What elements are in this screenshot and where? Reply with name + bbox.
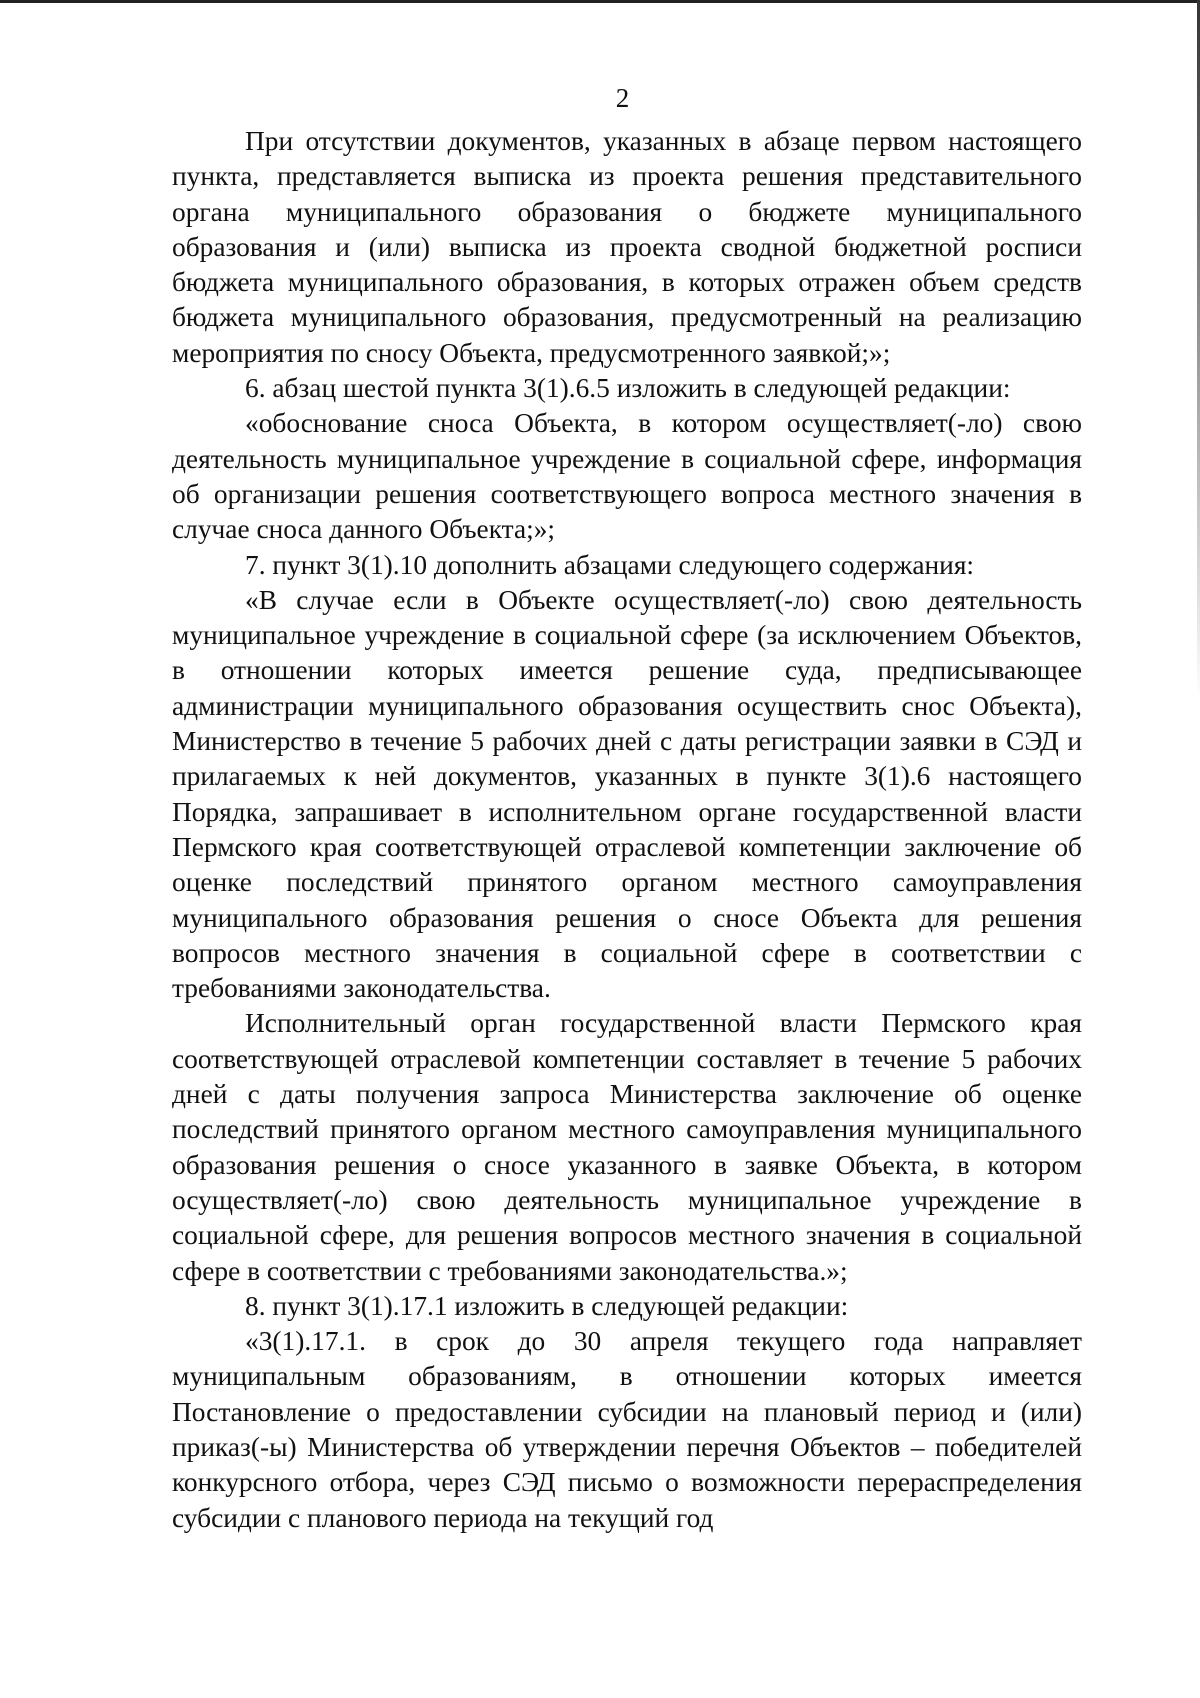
- document-body: [172, 124, 1082, 1536]
- paragraph-item-7: 7. пункт 3(1).10 дополнить абзацами следующего содержания:: [245, 549, 975, 580]
- paragraph-item-3-1-17-1: «3(1).17.1. в срок до 30 апреля текущего года направляет муниципальным образованиям, в отношении которых имеется Постановление о предоставлении субсидии на плановый период и (или) приказ(-ы) Министерства об утверждении перечня Объектов – победителей конкурсного отбора, через СЭД письмо о возможности перераспределения субсидии с планового периода на текущий год: [172, 1326, 1082, 1533]
- page-number: 2: [615, 83, 630, 113]
- paragraph-social-institution-case: «В случае если в Объекте осуществляет(-ло) свою деятельность муниципальное учреждение в социальной сфере (за исключением Объектов, в отношении которых имеется решение суда, предписывающее администрации муниципального образования осуществить снос Объекта), Министерство в течение 5 рабочих дней с даты регистрации заявки в СЭД и прилагаемых к ней документов, указанных в пункте 3(1).6 настоящего Порядка, запрашивает в исполнительном органе государственной власти Пермского края соответствующей отраслевой компетенции заключение об оценке последствий принятого органом местного самоуправления муниципального образования решения о сносе Объекта для решения вопросов местного значения в социальной сфере в соответствии с требованиями законодательства.: [172, 584, 1082, 1004]
- paragraph-justification: «обоснование сноса Объекта, в котором осуществляет(-ло) свою деятельность муниципальное учреждение в социальной сфере, информация об организации решения соответствующего вопроса местного значения в случае сноса данного Объекта;»;: [172, 408, 1082, 545]
- paragraph-executive-body-conclusion: Исполнительный орган государственной власти Пермского края соответствующей отраслевой компетенции составляет в течение 5 рабочих дней с даты получения запроса Министерства заключение об оценке последствий принятого органом местного самоуправления муниципального образования решения о сносе указанного в заявке Объекта, в котором осуществляет(-ло) свою деятельность муниципальное учреждение в социальной сфере, для решения вопросов местного значения в социальной сфере в соответствии с требованиями законодательства.»;: [172, 1008, 1082, 1286]
- paragraph-item-8: 8. пункт 3(1).17.1 изложить в следующей редакции:: [245, 1290, 849, 1321]
- scan-edge-top: [0, 0, 1200, 3]
- paragraph-item-6: 6. абзац шестой пункта 3(1).6.5 изложить в следующей редакции:: [245, 373, 1011, 404]
- paragraph-absence-documents: При отсутствии документов, указанных в абзаце первом настоящего пункта, представляется выписка из проекта решения представительного органа муниципального образования о бюджете муниципального образования и (или) выписка из проекта сводной бюджетной росписи бюджета муниципального образования, в которых отражен объем средств бюджета муниципального образования, предусмотренный на реализацию мероприятия по сносу Объекта, предусмотренного заявкой;»;: [172, 126, 1082, 368]
